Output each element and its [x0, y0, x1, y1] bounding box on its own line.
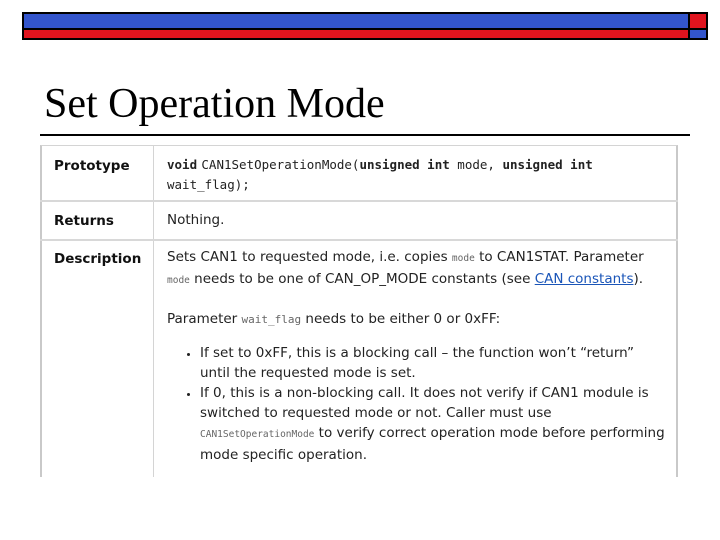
code-set-operation-mode: CAN1SetOperationMode: [200, 429, 315, 440]
row-separator: [40, 239, 678, 241]
top-blue-bar: [22, 12, 708, 30]
code-mode: mode: [451, 253, 475, 264]
param-wait-flag: wait_flag);: [167, 177, 250, 192]
row-separator: [40, 200, 678, 202]
desc-text: to CAN1STAT. Parameter: [474, 249, 644, 265]
description-paragraph-1: [167, 247, 668, 291]
returns-label: Returns: [54, 213, 114, 229]
description-bullets: [167, 343, 668, 465]
func-name: CAN1SetOperationMode(: [201, 157, 360, 172]
desc-text: needs to be one of CAN_OP_MODE constants (see: [189, 271, 535, 287]
bullet-text: If set to 0xFF, this is a blocking call – the function won’t “return” until the requested mode is set.: [200, 345, 634, 381]
code-wait-flag: wait_flag: [241, 313, 302, 326]
description-label: Description: [54, 251, 142, 267]
kw-void: void: [167, 157, 198, 172]
prototype-signature: [167, 155, 668, 195]
bullet-item-non-blocking: [200, 383, 668, 465]
top-blue-square: [688, 30, 708, 40]
desc-text: Parameter: [167, 311, 242, 327]
description-paragraph-2: [167, 309, 668, 330]
bullet-text: to verify correct operation mode before performing mode specific operation.: [200, 425, 665, 463]
function-doc-table: [40, 145, 678, 477]
desc-text: ).: [633, 271, 644, 287]
top-red-square: [688, 12, 708, 30]
top-red-bar: [22, 30, 708, 40]
desc-text: Sets CAN1 to requested mode, i.e. copies: [167, 249, 452, 265]
bullet-item-blocking: [200, 343, 668, 383]
description-body: [167, 247, 668, 465]
bullet-text: If 0, this is a non-blocking call. It does not verify if CAN1 module is switched to requested mode or not. Caller must use: [200, 385, 649, 421]
slide-title: Set Operation Mode: [44, 81, 385, 127]
column-separator: [153, 145, 154, 477]
kw-type-2: unsigned int: [502, 157, 593, 172]
desc-text: needs to be either 0 or 0xFF:: [301, 311, 501, 327]
param-mode: mode,: [449, 157, 503, 172]
prototype-label: Prototype: [54, 158, 130, 174]
returns-value: Nothing.: [167, 212, 225, 228]
title-underline: [40, 134, 690, 136]
kw-type-1: unsigned int: [359, 157, 450, 172]
code-mode: mode: [167, 275, 190, 286]
can-constants-link[interactable]: CAN constants: [534, 271, 634, 287]
